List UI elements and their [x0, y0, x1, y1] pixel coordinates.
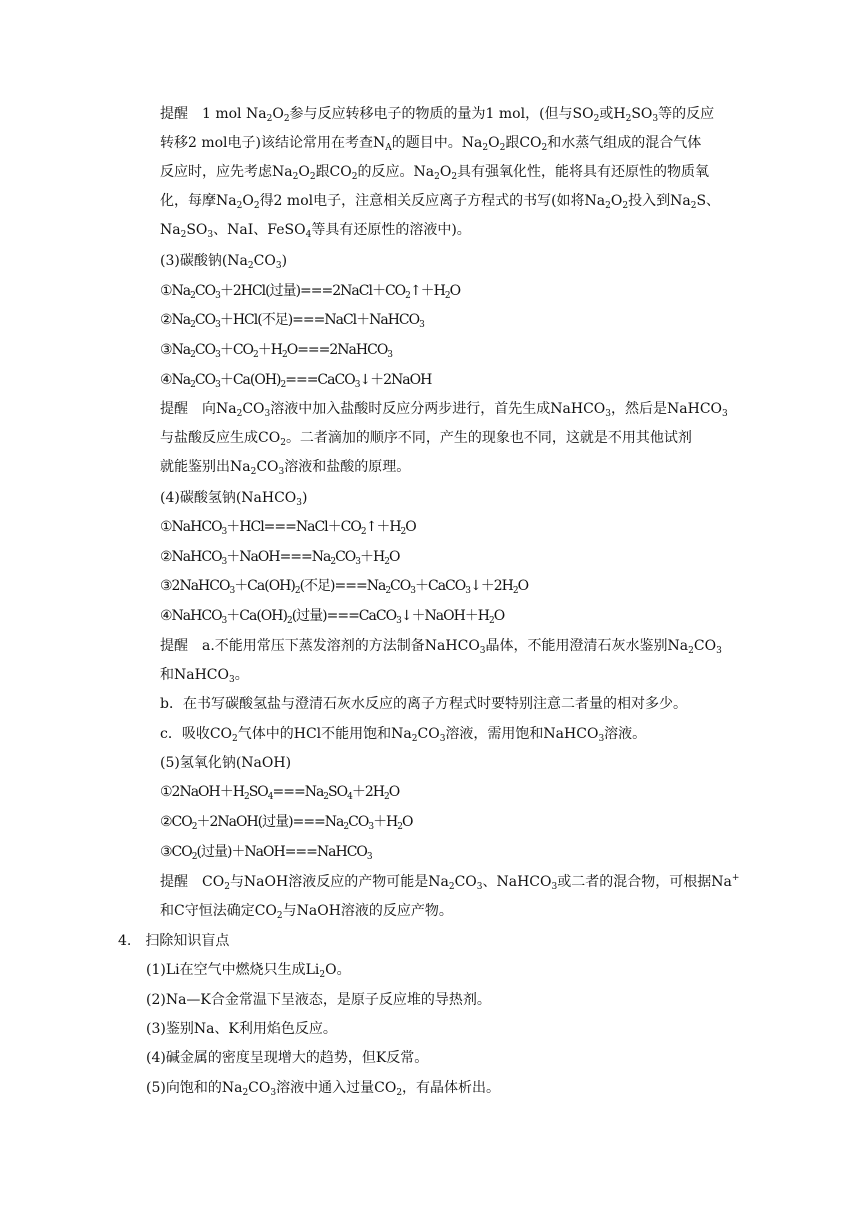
na2co3-reaction-1: $①Na_2CO_3+2HCl$(过量)$===2NaCl+CO_2↑+H_2O$	[160, 283, 461, 301]
naoh-reaction-1: $①2NaOH+H_2SO_4===Na_2SO_4+2H_2O$	[160, 784, 400, 802]
naoh-reaction-3: $③CO_2$(过量)＋NaOH===NaHCO$_3$	[160, 844, 372, 862]
nahco3-reaction-2: $②NaHCO_3+NaOH===Na_2CO_3+H_2O$	[160, 549, 400, 567]
naoh-remind-line-1: 提醒 $CO_2$与NaOH溶液反应的产物可能是$Na_2CO_3$、NaHCO$_3$或二者的混合物，可根据Na+	[160, 873, 740, 892]
section-4-title: 4. 扫除知识盲点	[118, 933, 230, 949]
nahco3-reaction-1: $①NaHCO_3+HCl===NaCl+CO_2↑+H_2O$	[160, 519, 416, 537]
na2co3-remind-line-3: 就能鉴别出$Na_2CO_3$溶液和盐酸的原理。	[160, 459, 411, 477]
naoh-reaction-2: $②CO_2+2NaOH$(过量)$===Na_2CO_3+H_2O$	[160, 814, 413, 832]
nahco3-heading: (4)碳酸氢钠(NaHCO$_3$)	[160, 490, 308, 508]
na2co3-reaction-4: $④Na_2CO_3+Ca(OH)_2===CaCO_3↓+2NaOH$	[160, 372, 432, 390]
blindspot-item-4: (4)碱金属的密度呈现增大的趋势，但K反常。	[146, 1050, 429, 1066]
remind-na2o2-line-5: $Na_2SO_3$、NaI、FeSO$_4$等具有还原性的溶液中)。	[160, 222, 471, 240]
na2co3-remind-line-2: 与盐酸反应生成$CO_2$。二者滴加的顺序不同，产生的现象也不同，这就是不用其他试剂	[160, 430, 692, 448]
nahco3-reaction-4: $④NaHCO_3+Ca(OH)_2$(过量)$===CaCO_3↓+NaOH+H_2O$	[160, 608, 505, 626]
na2co3-heading: (3)碳酸钠$(Na_2CO_3)$	[160, 253, 288, 271]
remind-na2o2-line-1: 提醒 1 mol $Na_2O_2$参与反应转移电子的物质的量为1 mol，(但与$SO_2$或$H_2SO_3$等的反应	[160, 106, 715, 124]
nahco3-remind-line-1: 提醒 a.不能用常压下蒸发溶剂的方法制备NaHCO$_3$晶体，不能用澄清石灰水鉴别$Na_2CO_3$	[160, 638, 722, 656]
nahco3-remind-line-2: 和NaHCO$_3$。	[160, 667, 249, 685]
naoh-heading: (5)氢氧化钠(NaOH)	[160, 755, 292, 771]
na2co3-remind-line-1: 提醒 向$Na_2CO_3$溶液中加入盐酸时反应分两步进行，首先生成NaHCO$_3$，然后是NaHCO$_3$	[160, 401, 728, 419]
nahco3-remind-b: b．在书写碳酸氢盐与澄清石灰水反应的离子方程式时要特别注意二者量的相对多少。	[160, 696, 687, 712]
blindspot-item-1: (1)Li在空气中燃烧只生成$Li_2O$。	[146, 962, 351, 980]
nahco3-remind-c: c．吸收$CO_2$气体中的HCl不能用饱和$Na_2CO_3$溶液，需用饱和NaHCO$_3$溶液。	[160, 726, 647, 744]
nahco3-reaction-3: $③2NaHCO_3+Ca(OH)_2$(不足)$===Na_2CO_3+CaCO_3↓+2H_2O$	[160, 578, 529, 596]
blindspot-item-3: (3)鉴别Na、K利用焰色反应。	[146, 1021, 337, 1037]
remind-na2o2-line-3: 反应时，应先考虑$Na_2O_2$跟$CO_2$的反应。$Na_2O_2$具有强氧化性，能将具有还原性的物质氧	[160, 164, 710, 182]
naoh-remind-line-2: 和C守恒法确定$CO_2$与NaOH溶液的反应产物。	[160, 903, 453, 921]
blindspot-item-2: (2)Na—K合金常温下呈液态，是原子反应堆的导热剂。	[146, 992, 491, 1008]
remind-na2o2-line-2: 转移2 mol电子)该结论常用在考查$N_A$的题目中。$Na_2O_2$跟$CO_2$和水蒸气组成的混合气体	[160, 135, 702, 153]
na2co3-reaction-3: $③Na_2CO_3+CO_2+H_2O===2NaHCO_3$	[160, 342, 393, 360]
remind-na2o2-line-4: 化，每摩$Na_2O_2$得2 mol电子，注意相关反应离子方程式的书写(如将$Na_2O_2$投入到$Na_2S$、	[160, 193, 721, 211]
blindspot-item-5: (5)向饱和的$Na_2CO_3$溶液中通入过量$CO_2$，有晶体析出。	[146, 1080, 501, 1098]
na2co3-reaction-2: $②Na_2CO_3+HCl$(不足)===NaCl＋NaHCO$_3$	[160, 312, 424, 330]
